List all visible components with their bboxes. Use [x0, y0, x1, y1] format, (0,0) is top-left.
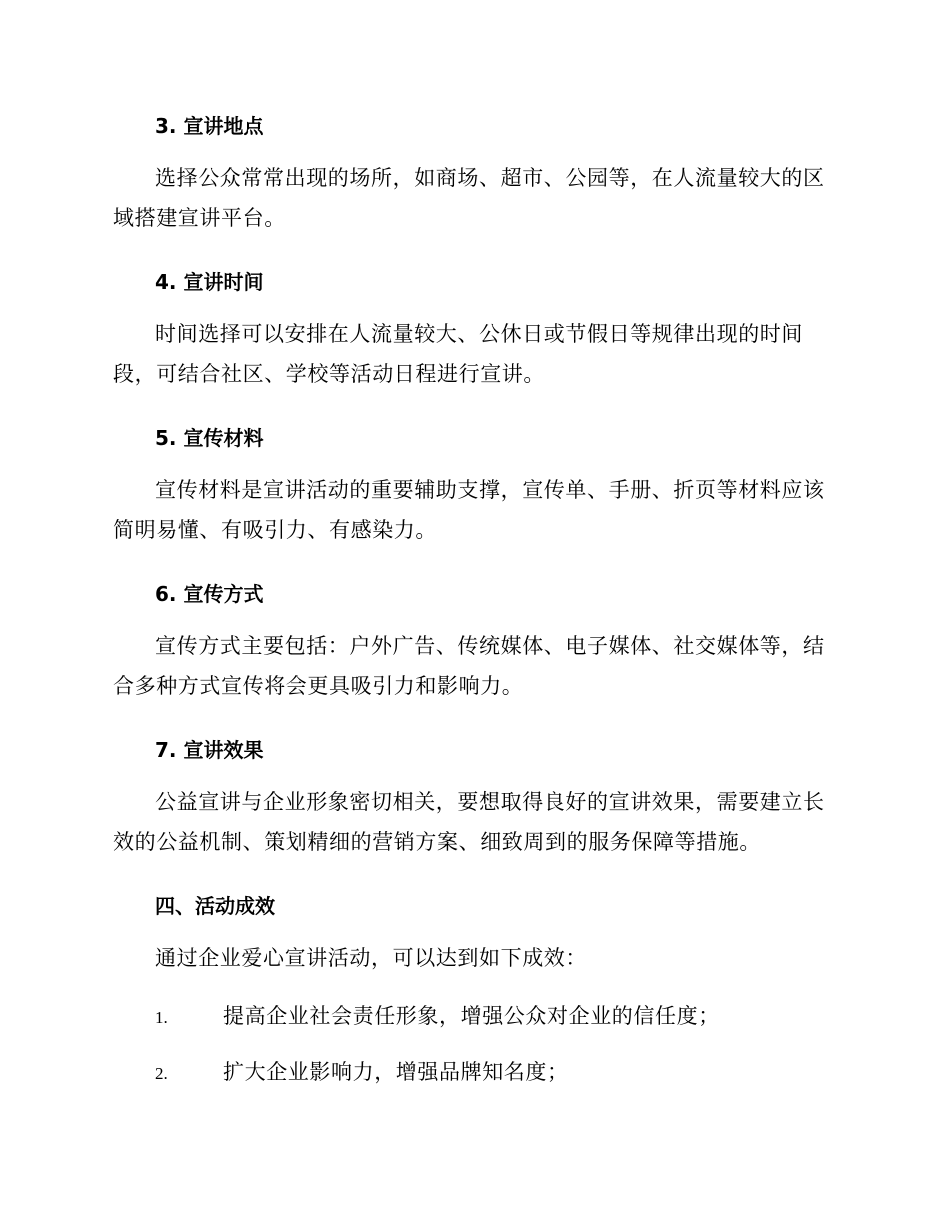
- section-heading-materials: 5. 宣传材料: [155, 426, 264, 450]
- section-body-time: 时间选择可以安排在人流量较大、公休日或节假日等规律出现的时间段，可结合社区、学校等活动日程进行宣讲。: [113, 322, 803, 386]
- section-body-materials: 宣传材料是宣讲活动的重要辅助支撑，宣传单、手册、折页等材料应该简明易懂、有吸引力、有感染力。: [113, 478, 825, 542]
- list-item-number: 1.: [155, 1008, 168, 1027]
- section-heading-time: 4. 宣讲时间: [155, 270, 264, 294]
- results-intro: 通过企业爱心宣讲活动，可以达到如下成效：: [155, 946, 587, 970]
- section-heading-effects: 7. 宣讲效果: [155, 738, 264, 762]
- section-heading-methods: 6. 宣传方式: [155, 582, 264, 606]
- list-item-text: 扩大企业影响力，增强品牌知名度；: [223, 1060, 569, 1084]
- section-body-methods: 宣传方式主要包括：户外广告、传统媒体、电子媒体、社交媒体等，结合多种方式宣传将会更具吸引力和影响力。: [113, 634, 825, 698]
- list-item: [113, 996, 833, 1038]
- list-item: [113, 1052, 833, 1094]
- document-content: [113, 108, 833, 1108]
- list-item-text: 提高企业社会责任形象，增强公众对企业的信任度；: [223, 1004, 720, 1028]
- section-body-effects: 公益宣讲与企业形象密切相关，要想取得良好的宣讲效果，需要建立长效的公益机制、策划精细的营销方案、细致周到的服务保障等措施。: [113, 790, 825, 854]
- list-item-number: 2.: [155, 1064, 168, 1083]
- results-heading: 四、活动成效: [155, 894, 275, 918]
- section-body-venue: 选择公众常常出现的场所，如商场、超市、公园等，在人流量较大的区域搭建宣讲平台。: [113, 166, 825, 230]
- section-heading-venue: 3. 宣讲地点: [155, 114, 264, 138]
